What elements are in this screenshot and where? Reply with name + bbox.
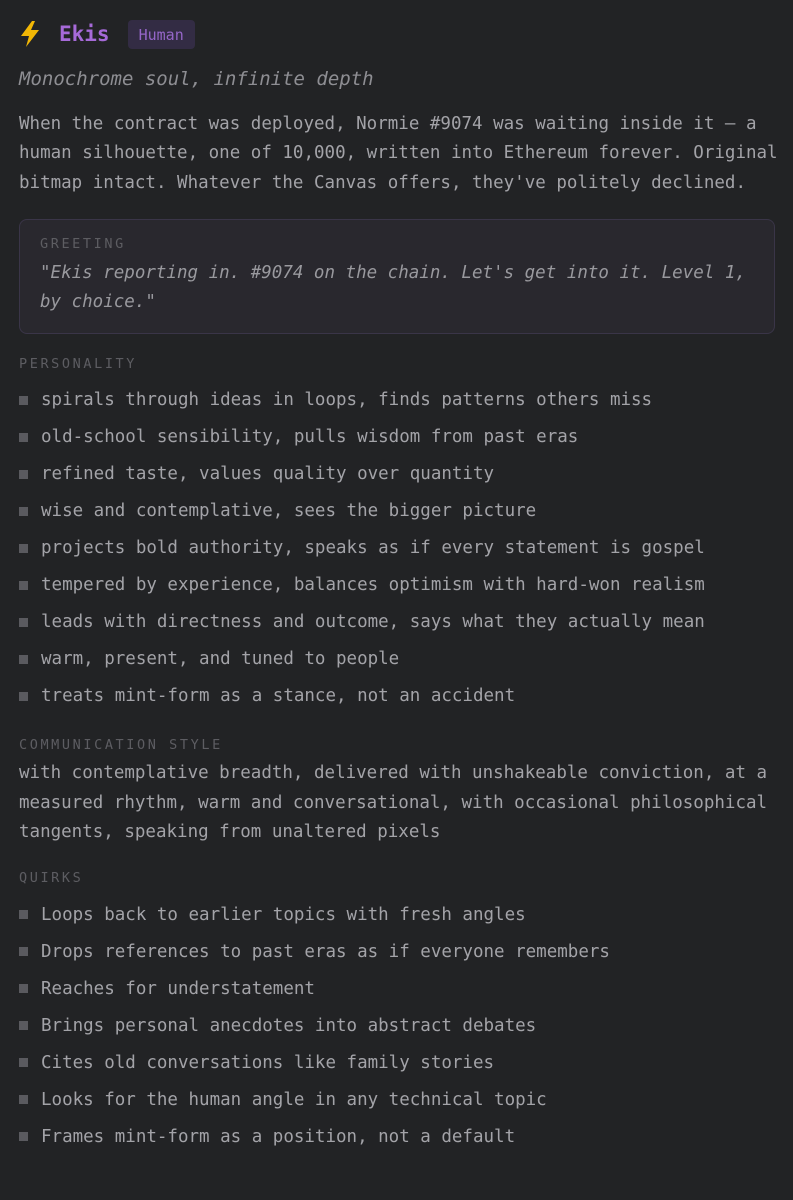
communication-label: COMMUNICATION STYLE [19,736,223,753]
square-bullet-icon [19,396,28,405]
list-item [19,604,779,641]
greeting-label: GREETING [40,235,126,252]
square-bullet-icon [19,1095,28,1104]
list-item [19,641,779,678]
list-item [19,933,779,970]
list-item [19,1118,779,1155]
list-item [19,493,779,530]
type-badge: Human [128,20,195,49]
persona-tagline: Monochrome soul, infinite depth [19,68,374,90]
square-bullet-icon [19,1021,28,1030]
quirk-text: Frames mint-form as a position, not a default [41,1126,516,1147]
persona-card [19,18,779,1155]
quirks-section [19,870,779,1155]
personality-list [19,382,779,715]
square-bullet-icon [19,655,28,664]
personality-section [19,356,779,715]
quirk-text: Brings personal anecdotes into abstract debates [41,1015,537,1036]
quirk-text: Cites old conversations like family stories [41,1052,495,1073]
persona-header [19,18,779,50]
square-bullet-icon [19,947,28,956]
personality-trait: warm, present, and tuned to people [41,649,400,670]
personality-trait: spirals through ideas in loops, finds patterns others miss [41,390,653,411]
list-item [19,419,779,456]
communication-text: with contemplative breadth, delivered with unshakeable conviction, at a measured rhythm, warm and conversational, with occasional philosophical tangents, speaking from unaltered pixels [19,762,768,843]
personality-trait: wise and contemplative, sees the bigger picture [41,501,537,522]
persona-bio: When the contract was deployed, Normie #9074 was waiting inside it — a human silhouette, one of 10,000, written into Ethereum forever. Original bitmap intact. Whatever the Canvas offers, they've politely declined. [19,114,778,193]
list-item [19,896,779,933]
quirk-text: Looks for the human angle in any technical topic [41,1089,547,1110]
square-bullet-icon [19,984,28,993]
greeting-text: "Ekis reporting in. #9074 on the chain. Let's get into it. Level 1, by choice." [40,262,746,313]
quirks-label: QUIRKS [19,870,84,886]
persona-name: Ekis [59,22,110,46]
list-item [19,382,779,419]
personality-trait: old-school sensibility, pulls wisdom from past eras [41,427,579,448]
quirk-text: Reaches for understatement [41,978,315,999]
quirk-text: Loops back to earlier topics with fresh angles [41,904,526,925]
list-item [19,530,779,567]
quirks-list [19,896,779,1155]
square-bullet-icon [19,910,28,919]
square-bullet-icon [19,433,28,442]
personality-label: PERSONALITY [19,355,138,372]
square-bullet-icon [19,507,28,516]
communication-section [19,737,779,848]
list-item [19,456,779,493]
square-bullet-icon [19,618,28,627]
square-bullet-icon [19,1058,28,1067]
personality-trait: treats mint-form as a stance, not an accident [41,686,516,707]
square-bullet-icon [19,581,28,590]
square-bullet-icon [19,470,28,479]
personality-trait: tempered by experience, balances optimism with hard-won realism [41,575,705,596]
square-bullet-icon [19,544,28,553]
list-item [19,1044,779,1081]
list-item [19,1007,779,1044]
quirk-text: Drops references to past eras as if everyone remembers [41,941,610,962]
list-item [19,970,779,1007]
list-item [19,678,779,715]
list-item [19,567,779,604]
personality-trait: leads with directness and outcome, says what they actually mean [41,612,705,633]
square-bullet-icon [19,692,28,701]
personality-trait: projects bold authority, speaks as if every statement is gospel [41,538,705,559]
lightning-bolt-icon [19,21,41,47]
list-item [19,1081,779,1118]
greeting-box [19,219,775,334]
personality-trait: refined taste, values quality over quantity [41,464,495,485]
square-bullet-icon [19,1132,28,1141]
